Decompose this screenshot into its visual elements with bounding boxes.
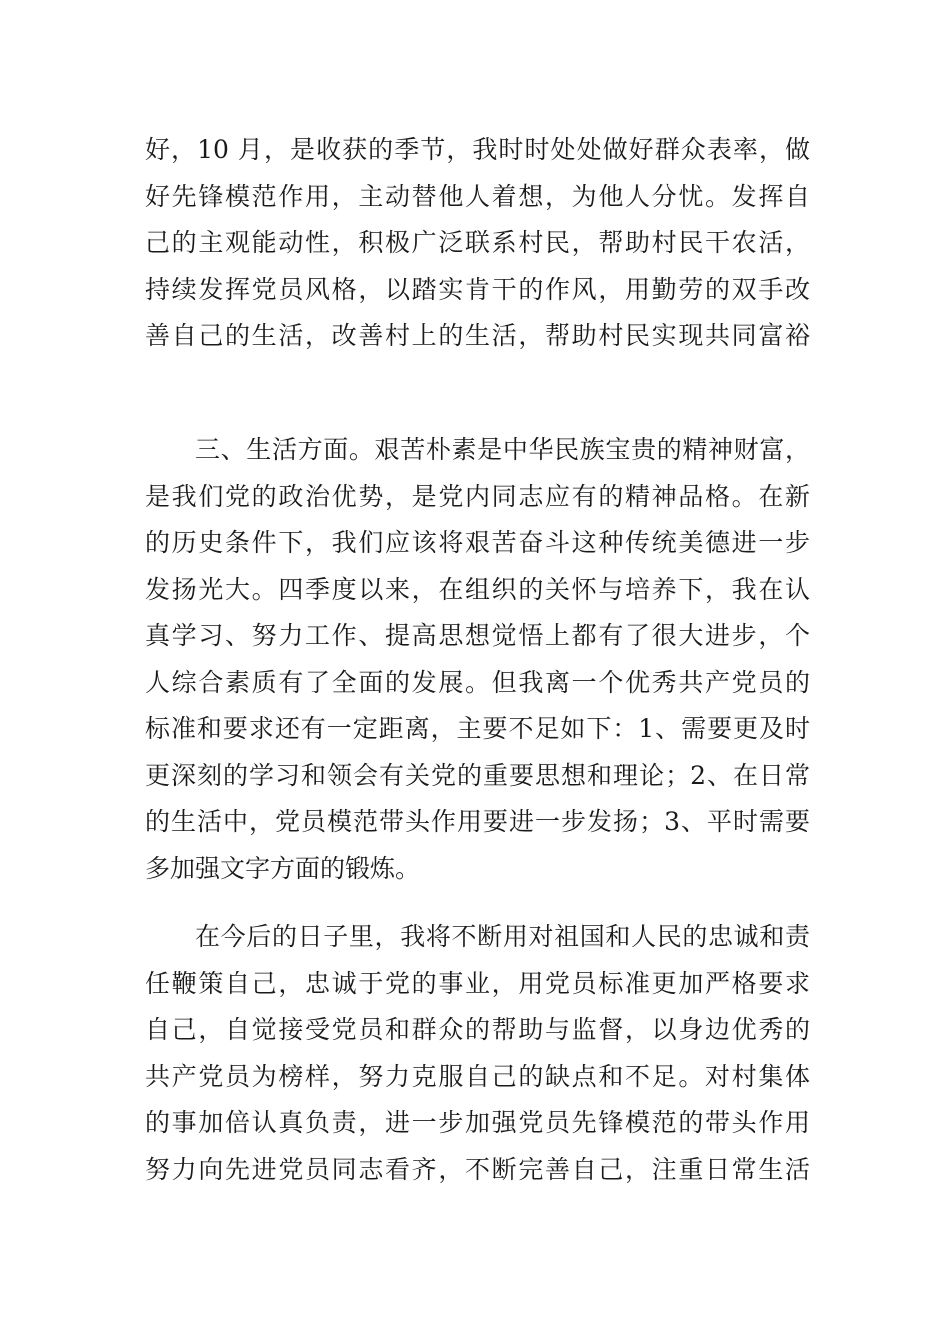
text-line: 的生活中，党员模范带头作用要进一步发扬；3、平时需要 xyxy=(145,807,810,836)
text-line: 三、生活方面。艰苦朴素是中华民族宝贵的精神财富， xyxy=(195,435,810,464)
text-line: 更深刻的学习和领会有关党的重要思想和理论；2、在日常 xyxy=(145,760,810,790)
text-line: 任鞭策自己，忠诚于党的事业，用党员标准更加严格要求 xyxy=(145,968,810,998)
text-line: 自己，自觉接受党员和群众的帮助与监督，以身边优秀的 xyxy=(145,1015,810,1044)
text-line: 人综合素质有了全面的发展。但我离一个优秀共产党员的 xyxy=(145,667,810,697)
text-line: 持续发挥党员风格，以踏实肯干的作风，用勤劳的双手改 xyxy=(145,274,810,304)
text-line: 的历史条件下，我们应该将艰苦奋斗这种传统美德进一步 xyxy=(145,528,810,557)
text-line: 是我们党的政治优势，是党内同志应有的精神品格。在新 xyxy=(145,481,810,511)
text-line: 好，10 月，是收获的季节，我时时处处做好群众表率，做 xyxy=(145,135,810,164)
paragraph-1 xyxy=(145,127,810,360)
paragraph-3 xyxy=(145,914,810,1193)
text-line: 努力向先进党员同志看齐，不断完善自己，注重日常生活 xyxy=(145,1154,810,1184)
text-line: 的事加倍认真负责，进一步加强党员先锋模范的带头作用 xyxy=(145,1108,810,1137)
text-line: 多加强文字方面的锻炼。 xyxy=(145,853,421,883)
text-line: 标准和要求还有一定距离，主要不足如下：1、需要更及时 xyxy=(145,714,810,743)
paragraph-2 xyxy=(145,427,810,892)
text-line: 己的主观能动性，积极广泛联系村民，帮助村民干农活， xyxy=(145,228,810,257)
text-line: 好先锋模范作用，主动替他人着想，为他人分忧。发挥自 xyxy=(145,181,810,211)
text-line: 真学习、努力工作、提高思想觉悟上都有了很大进步，个 xyxy=(145,621,810,650)
text-line: 共产党员为榜样，努力克服自己的缺点和不足。对村集体 xyxy=(145,1061,810,1091)
text-line: 在今后的日子里，我将不断用对祖国和人民的忠诚和责 xyxy=(195,922,810,951)
text-line: 善自己的生活，改善村上的生活，帮助村民实现共同富裕 xyxy=(145,321,810,350)
text-line: 发扬光大。四季度以来，在组织的关怀与培养下，我在认 xyxy=(145,574,810,604)
